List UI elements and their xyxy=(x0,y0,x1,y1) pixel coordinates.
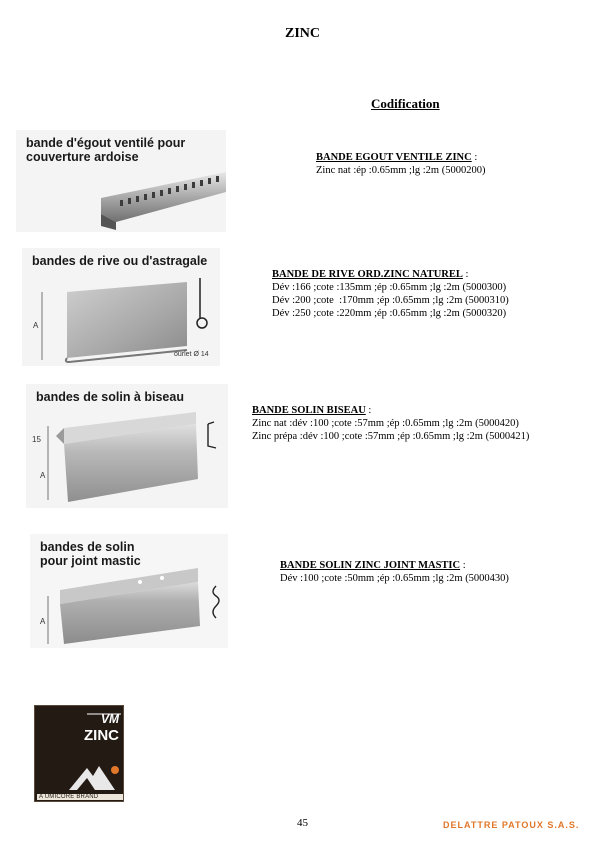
product-image-solin-biseau xyxy=(26,384,228,508)
image-caption: bande d'égout ventilé pour couverture ardoise xyxy=(26,136,186,164)
logo-mountain-icon xyxy=(35,706,125,803)
product-solin-biseau: BANDE SOLIN BISEAU : Zinc nat :dév :100 ;cote :57mm ;ép :0.65mm ;lg :2m (5000420) Zinc prépa :dév :100 ;cote :57mm ;ép :0.65mm ;lg :2m (5000421) xyxy=(252,405,530,442)
image-caption: bandes de solin à biseau xyxy=(36,390,184,404)
logo-mark: VM xyxy=(101,712,119,726)
page-title: ZINC xyxy=(284,26,320,41)
page-number: 45 xyxy=(297,817,308,829)
product-spec: Dév :100 ;cote :50mm ;ép :0.65mm ;lg :2m (5000430) xyxy=(280,573,509,584)
product-title: BANDE EGOUT VENTILE ZINC xyxy=(316,152,472,163)
image-caption: bandes de rive ou d'astragale xyxy=(32,254,208,268)
section-heading: Codification xyxy=(371,96,440,111)
product-image-solin-mastic xyxy=(30,534,228,648)
product-spec: Dév :166 ;cote :135mm ;ép :0.65mm ;lg :2m (5000300) xyxy=(272,282,507,293)
product-title: BANDE SOLIN ZINC JOINT MASTIC xyxy=(280,560,461,571)
dimension-label: A xyxy=(40,471,46,480)
image-caption: bandes de solin pour joint mastic xyxy=(40,540,141,568)
product-egout-ventile: BANDE EGOUT VENTILE ZINC : Zinc nat :ép :0.65mm ;lg :2m (5000200) xyxy=(316,152,486,176)
product-image-rive xyxy=(22,248,220,366)
product-spec: Zinc nat :dév :100 ;cote :57mm ;ép :0.65mm ;lg :2m (5000420) xyxy=(252,418,519,429)
top-dimension-label: 15 xyxy=(32,435,41,444)
logo-name: ZINC xyxy=(84,727,119,744)
company-name: DELATTRE PATOUX S.A.S. xyxy=(443,820,580,830)
product-spec: Dév :200 ;cote :170mm ;ép :0.65mm ;lg :2m (5000310) xyxy=(272,295,509,306)
ourlet-label: ourlet Ø 14 xyxy=(174,351,209,358)
product-solin-joint-mastic: BANDE SOLIN ZINC JOINT MASTIC : Dév :100 ;cote :50mm ;ép :0.65mm ;lg :2m (5000430) xyxy=(280,560,509,584)
product-title: BANDE SOLIN BISEAU xyxy=(252,405,366,416)
vmzinc-logo xyxy=(34,705,124,802)
product-spec: Zinc nat :ép :0.65mm ;lg :2m (5000200) xyxy=(316,165,486,176)
logo-tagline: A UMICORE BRAND xyxy=(37,794,123,800)
product-title: BANDE DE RIVE ORD.ZINC NATUREL xyxy=(272,269,463,280)
dimension-label: A xyxy=(33,321,39,330)
product-spec: Dév :250 ;cote :220mm ;ép :0.65mm ;lg :2m (5000320) xyxy=(272,308,507,319)
product-image-egout xyxy=(16,130,226,232)
product-spec: Zinc prépa :dév :100 ;cote :57mm ;ép :0.65mm ;lg :2m (5000421) xyxy=(252,431,530,442)
product-rive-zinc-naturel: BANDE DE RIVE ORD.ZINC NATUREL : Dév :166 ;cote :135mm ;ép :0.65mm ;lg :2m (5000300) Dév :200 ;cote :170mm ;ép :0.65mm ;lg :2m (5000310) Dév :250 ;cote :220mm ;ép :0.65mm ;lg :2m (5000320) xyxy=(272,269,509,319)
dimension-label: A xyxy=(40,617,46,626)
